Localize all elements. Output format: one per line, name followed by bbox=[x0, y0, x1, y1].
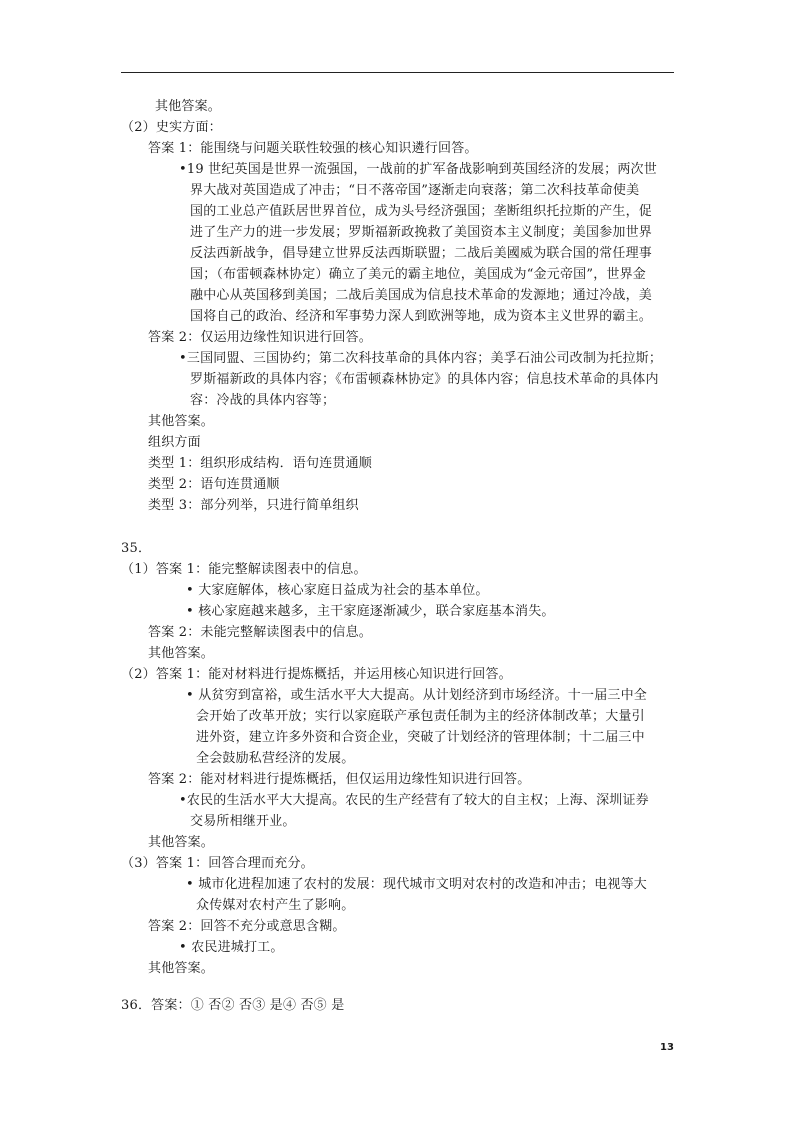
text-line: 答案 2：能对材料进行提炼概括，但仅运用边缘性知识进行回答。 bbox=[148, 772, 531, 787]
text-line: 其他答案。 bbox=[155, 99, 222, 114]
text-line: 组织方面 bbox=[148, 435, 201, 450]
text-line: 类型 1：组织形成结构．语句连贯通顺 bbox=[148, 456, 373, 471]
text-line: •农民的生活水平大大提高。农民的生产经营有了较大的自主权；上海、深圳证券 bbox=[179, 793, 649, 808]
page-number: 13 bbox=[660, 1042, 674, 1053]
text-line: •19 世纪英国是世界一流强国，一战前的扩军备战影响到英国经济的发展；两次世 bbox=[179, 162, 657, 177]
text-line: 答案 2：未能完整解读图表中的信息。 bbox=[148, 625, 373, 640]
text-line: 国；（布雷顿森林协定）确立了美元的霸主地位，美国成为“金元帝国”，世界金 bbox=[190, 267, 646, 282]
text-line: 界大战对英国造成了冲击；“日不落帝国”逐渐走向衰落；第二次科技革命使美 bbox=[190, 183, 640, 198]
text-line: （2）史实方面： bbox=[121, 120, 222, 135]
text-line: 容：冷战的具体内容等； bbox=[190, 393, 336, 408]
text-line: 答案 2：回答不充分或意思含糊。 bbox=[148, 919, 346, 934]
text-line: （1）答案 1：能完整解读图表中的信息。 bbox=[121, 562, 367, 577]
text-line: 其他答案。 bbox=[148, 835, 215, 850]
text-line: （3）答案 1：回答合理而充分。 bbox=[121, 856, 314, 871]
text-line: 其他答案。 bbox=[148, 961, 215, 976]
text-line: 类型 3：部分列举，只进行简单组织 bbox=[148, 498, 359, 513]
text-line: 罗斯福新政的具体内容；《布雷顿森林协定》的具体内容；信息技术革命的具体内 bbox=[190, 372, 659, 387]
text-line: 答案 1：能围绕与问题关联性较强的核心知识遴行回答。 bbox=[148, 141, 478, 156]
text-line: 35． bbox=[121, 541, 152, 556]
text-line: • 大家庭解体，核心家庭日益成为社会的基本单位。 bbox=[186, 583, 489, 598]
text-line: 国的工业总产值跃居世界首位，成为头号经济强国；垄断组织托拉斯的产生，促 bbox=[190, 204, 653, 219]
text-line: • 农民进城打工。 bbox=[179, 940, 284, 955]
header-rule bbox=[121, 72, 674, 73]
text-line: 36．答案：① 否② 否③ 是④ 否⑤ 是 bbox=[121, 998, 345, 1013]
text-line: 交易所相继开业。 bbox=[190, 814, 296, 829]
text-line: 反法西新战争，倡导建立世界反法西斯联盟；二战后美國威为联合国的常任理事 bbox=[190, 246, 653, 261]
text-line: •三国同盟、三国协约；第二次科技革命的具体内容；美孚石油公司改制为托拉斯； bbox=[179, 351, 663, 366]
text-line: 其他答案。 bbox=[148, 646, 215, 661]
text-line: 国将自己的政治、经济和军事势力深人到欧洲等地，成为资本主义世界的霸主。 bbox=[190, 309, 653, 324]
text-line: 答案 2：仅运用边缘性知识进行回答。 bbox=[148, 330, 373, 345]
text-line: • 从贫穷到富裕，或生活水平大大提高。从计划经济到市场经济。十一届三中全 bbox=[186, 688, 648, 703]
text-line: 进了生产力的进一步发展；罗斯福新政挽救了美国资本主义制度；美国参加世界 bbox=[190, 225, 653, 240]
text-line: 融中心从英国移到美国；二战后美国成为信息技术革命的发源地；通过冷战，美 bbox=[190, 288, 653, 303]
text-line: 进外资，建立许多外资和合资企业，突破了计划经济的管理体制；十二届三中 bbox=[196, 730, 645, 745]
text-line: 会开始了改革开放；实行以家庭联产承包责任制为主的经济体制改革；大量引 bbox=[196, 709, 645, 724]
text-line: 全会鼓励私营经济的发展。 bbox=[196, 751, 355, 766]
text-line: 众传媒对农村产生了影响。 bbox=[196, 898, 355, 913]
text-line: • 城市化进程加速了农村的发展：现代城市文明对农村的改造和冲击；电视等大 bbox=[186, 877, 648, 892]
text-line: 类型 2：语句连贯通顺 bbox=[148, 477, 280, 492]
text-line: （2）答案 1：能对材料进行提炼概括，并运用核心知识进行回答。 bbox=[121, 667, 512, 682]
text-line: 其他答案。 bbox=[148, 414, 215, 429]
text-line: • 核心家庭越来越多，主干家庭逐渐减少，联合家庭基本消失。 bbox=[186, 604, 555, 619]
